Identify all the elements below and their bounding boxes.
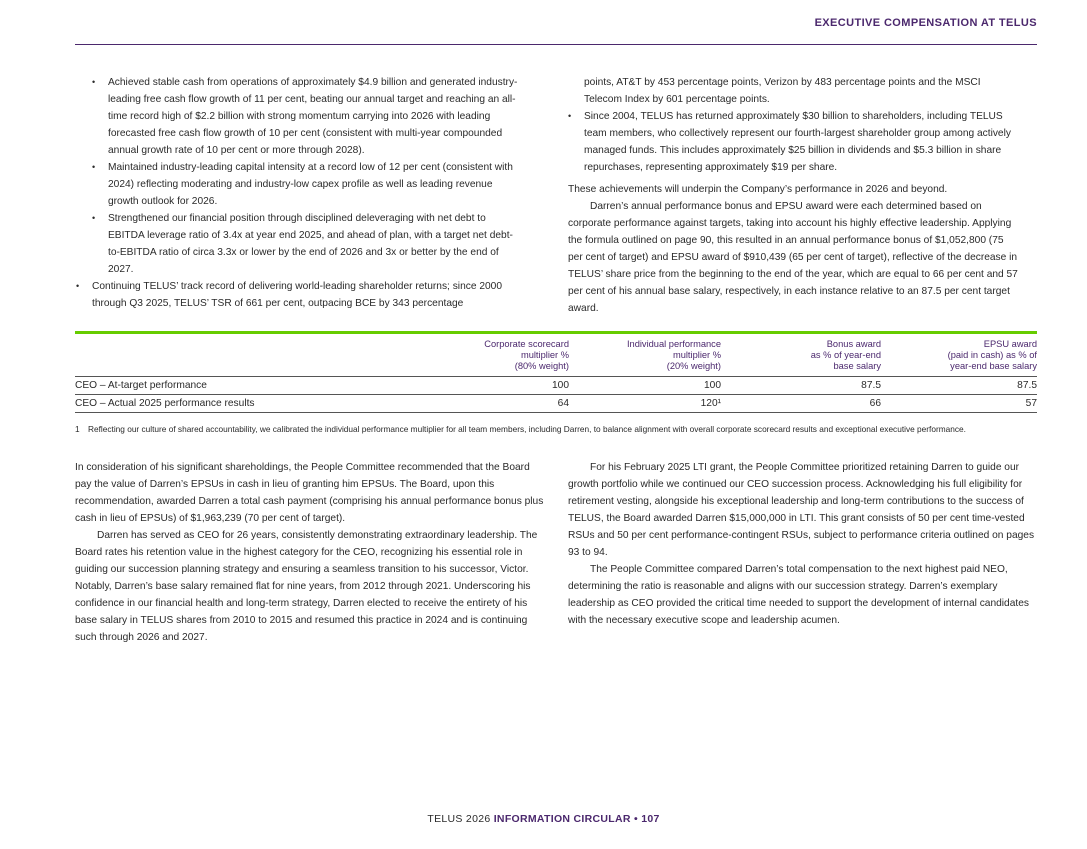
row-label: CEO – At-target performance <box>75 377 335 395</box>
list-item: • Continuing TELUS’ track record of delivering world-leading shareholder returns; since 2000 through Q3 2025, TELUS’ TSR of 661 per cent, outpacing BCE by 343 percentage <box>92 278 522 312</box>
column-top-left <box>92 74 522 312</box>
table-footnote <box>75 424 1015 435</box>
page-header: EXECUTIVE COMPENSATION AT TELUS <box>814 17 1037 29</box>
list-item: • Strengthened our financial position through disciplined deleveraging with net debt to EBITDA leverage ratio of 3.4x at year end 2025, and ahead of plan, with a target net debt-to-EBITDA ratio of circa 3.3x or lower by the end of 2026 and 3x or better by the end of 2027. <box>108 210 522 278</box>
paragraph: In consideration of his significant shareholdings, the People Committee recommended that the Board pay the value of Darren’s EPSUs in cash in lieu of granting him EPSUs. The Board, upon this recommendation, awarded Darren a total cash payment (comprising his annual performance bonus plus cash in lieu of EPSUs) of $1,963,239 (70 per cent of target). <box>75 462 544 524</box>
footnote-number: 1 <box>75 424 80 434</box>
page-number: 107 <box>641 813 660 825</box>
cell-corporate-multiplier: 64 <box>335 395 569 413</box>
compensation-table <box>75 339 1037 413</box>
bullet-continuation: points, AT&T by 453 percentage points, Verizon by 483 percentage points and the MSCI Telecom Index by 601 percentage points. <box>584 77 981 105</box>
list-item: • Achieved stable cash from operations of approximately $4.9 billion and generated industry-leading free cash flow growth of 11 per cent, beating our annual target and reaching an all-time record high of $2.2 billion with strong momentum carrying into 2026 with leading forecasted free cash flow growth of 10 per cent (consistent with multi-year compounded annual growth rate of 10 per cent or more through 2028). <box>108 74 522 159</box>
header-cell-empty <box>75 339 335 377</box>
table-header-row <box>75 339 1037 377</box>
list-item: • Maintained industry-leading capital intensity at a record low of 12 per cent (consistent with 2024) reflecting moderating and industry-low capex profile as well as leading revenue growth outlook for 2026. <box>108 159 522 210</box>
cell-epsu-award: 87.5 <box>881 377 1037 395</box>
cell-corporate-multiplier: 100 <box>335 377 569 395</box>
paragraph: Darren’s annual performance bonus and EPSU award were each determined based on corporate performance against targets, taking into account his highly effective leadership. Applying the formula outlined on page 90, this resulted in an annual performance bonus of $1,052,800 (75 per cent of target) and EPSU award of $910,439 (65 per cent of target), reflective of the decrease in TELUS’ share price from the beginning to the end of the year, which are equal to 66 per cent and 57 per cent of his annual base salary, respectively, in each instance relative to an 87.5 per cent target award. <box>568 201 1018 314</box>
footer-title: INFORMATION CIRCULAR <box>493 813 631 825</box>
cell-epsu-award: 57 <box>881 395 1037 413</box>
bullet-list <box>584 108 1018 176</box>
page-footer <box>0 813 1087 825</box>
footer-separator: • <box>633 813 638 825</box>
footer-prefix: TELUS 2026 <box>427 813 491 825</box>
row-label: CEO – Actual 2025 performance results <box>75 395 335 413</box>
cell-individual-multiplier: 100 <box>569 377 721 395</box>
table-row <box>75 395 1037 413</box>
cell-bonus-award: 66 <box>721 395 881 413</box>
header-epsu-award: EPSU award (paid in cash) as % of year-end base salary <box>881 339 1037 377</box>
header-corporate-scorecard: Corporate scorecard multiplier % (80% weight) <box>335 339 569 377</box>
cell-individual-multiplier: 120¹ <box>569 395 721 413</box>
list-item: • Since 2004, TELUS has returned approximately $30 billion to shareholders, including TELUS team members, who collectively represent our fourth-largest shareholder group among actively managed funds. This includes approximately $25 billion in dividends and $5.3 billion in share repurchases, representing approximately $19 per share. <box>584 108 1018 176</box>
paragraph: Darren has served as CEO for 26 years, consistently demonstrating extraordinary leadership. The Board rates his retention value in the highest category for the CEO, recognizing his essential role in guiding our succession planning strategy and ensuring a seamless transition to his successor, Victor. Notably, Darren’s base salary remained flat for nine years, from 2012 through 2021. Underscoring his confidence in our financial health and long-term strategy, Darren elected to receive the entirety of his base salary in TELUS shares from 2010 to 2015 and resumed this practice in 2024 and is continuing such through 2026 and 2027. <box>75 530 538 643</box>
paragraph: For his February 2025 LTI grant, the People Committee prioritized retaining Darren to guide our growth portfolio while we continued our CEO succession process. Acknowledging his full eligibility for retirement vesting, alongside his exceptional leadership and long-term contributions to the success of TELUS, the Board awarded Darren $15,000,000 in LTI. This grant consists of 50 per cent time-vested RSUs and 50 per cent performance-contingent RSUs, subject to performance criteria outlined on pages 93 to 94. <box>568 462 1035 558</box>
bullet-list <box>92 278 522 312</box>
table-row <box>75 377 1037 395</box>
header-individual-performance: Individual performance multiplier % (20% weight) <box>569 339 721 377</box>
table-top-rule <box>75 331 1037 334</box>
column-bottom-right <box>568 459 1038 629</box>
cell-bonus-award: 87.5 <box>721 377 881 395</box>
column-bottom-left <box>75 459 545 646</box>
paragraph: These achievements will underpin the Company’s performance in 2026 and beyond. <box>568 184 948 195</box>
sub-bullet-list <box>108 74 522 278</box>
paragraph: The People Committee compared Darren’s total compensation to the next highest paid NEO, determining the ratio is reasonable and aligns with our succession strategy. Darren’s exemplary leadership as CEO provided the critical time needed to support the development of internal candidates with the necessary executive scope and leadership acumen. <box>568 564 1029 626</box>
header-rule <box>75 44 1037 45</box>
header-bonus-award: Bonus award as % of year-end base salary <box>721 339 881 377</box>
footnote-text: Reflecting our culture of shared accountability, we calibrated the individual performance multiplier for all team members, including Darren, to balance alignment with overall corporate scorecard results and exceptional executive performance. <box>88 424 966 434</box>
column-top-right <box>568 74 1018 317</box>
